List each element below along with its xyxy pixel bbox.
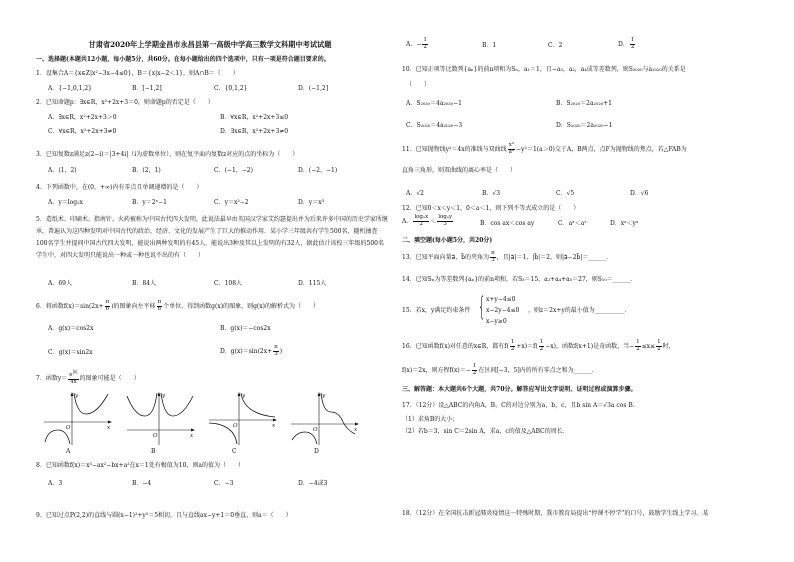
fraction-numerator: 1 xyxy=(657,339,661,345)
x-axis-arrow xyxy=(273,419,277,422)
question-3-option-d: D．(−2，−1) xyxy=(298,167,338,174)
text-run: 6．将函数f(x)＝sin(2x+ xyxy=(36,302,104,310)
x-axis-arrow xyxy=(108,421,112,424)
y-axis-label: y xyxy=(162,393,166,399)
question-7-graph-d xyxy=(289,390,361,446)
text-run: )的图象向左平移 xyxy=(111,302,156,310)
fraction-numerator: 1 xyxy=(539,339,544,345)
text-run: 11．已知抛物线y²＝4x的准线与双曲线 xyxy=(402,145,507,153)
math-fraction xyxy=(157,300,163,313)
question-11-option-a: A．√2 xyxy=(406,190,424,197)
curve-left-branch xyxy=(127,393,157,416)
question-7-label-d: D xyxy=(314,448,319,455)
question-10-option-a: A．S₂₀₂₀＝4a₂₀₂₀−1 xyxy=(406,100,462,107)
question-11-stem xyxy=(402,143,687,156)
question-4-stem: 4．下列函数中，在(0，+∞)内有零点且单调递增的是（ ） xyxy=(36,184,203,191)
fraction-numerator: π xyxy=(274,344,278,350)
question-5-stem: 5．造纸术、印刷术、指南针、火药被称为中国古代四大发明，此说法最早由英国汉学家艾约瑟提出并为后来许多中国的历史学家所继承，普遍认为这四种发明对中国古代的政治、经济、文化的发展产生了巨大的推动作用．某小学三年级共有学生500名，随机抽查100名学生并提问中国古代四大发明，能说出两种发明的有45人，能说出3种及其以上发明的有32人，据此估计该校三年级的500名学生中，对四大发明只能说出一种或一种也说不出的有（ ） xyxy=(36,216,388,259)
x-axis-label: x xyxy=(354,427,358,433)
question-3-option-b: B．(2，1) xyxy=(132,167,161,174)
curve-right-branch xyxy=(161,393,193,416)
question-2-stem: 2．已知命题p：∃x∈R，x²+2x+3＝0，则命题p的否定是（ ） xyxy=(36,99,214,106)
constraint-brace: { xyxy=(478,292,486,322)
question-6-option-d xyxy=(220,345,282,358)
question-4-option-b: B．y＝2ˣ−1 xyxy=(132,199,168,206)
question-2-option-d: D．∃x∈R，x²+2x+3≠0 xyxy=(220,128,289,135)
question-1-option-c: C．{0,1,2} xyxy=(214,85,248,92)
question-12-option-c: C．aˣ＜aʸ xyxy=(558,220,587,227)
curve-right-branch xyxy=(74,393,108,414)
question-15-suffix: ，则z＝2x+y的最小值为__________． xyxy=(528,307,631,314)
text-run: D． xyxy=(618,40,629,48)
text-run: 个单位，得到函数g(x)的图象，则g(x)的解析式为（ ） xyxy=(163,302,319,310)
numerator-exponent: |x| xyxy=(72,369,78,374)
y-axis-arrow xyxy=(158,392,161,396)
text-run: ≤x≤ xyxy=(641,342,656,350)
section-fill-heading: 二、填空题(每小题5分，共20分) xyxy=(402,237,493,244)
y-axis-arrow xyxy=(71,392,74,396)
question-7-graph-c xyxy=(207,390,279,446)
question-1-option-a: A．{−1,0,1,2} xyxy=(48,85,92,92)
fraction-denominator: 3 xyxy=(443,220,447,227)
x-axis-arrow xyxy=(355,423,359,426)
question-6-option-c: C．g(x)＝sin2x xyxy=(48,349,93,356)
question-8-option-b: B．−4 xyxy=(132,480,152,487)
y-axis-arrow xyxy=(238,392,241,396)
question-11-option-c: C．√5 xyxy=(556,190,575,197)
text-run: 的图象可能是（ ） xyxy=(79,375,140,383)
fraction-denominator: 2 xyxy=(472,369,477,376)
question-3-option-c: C．(−1，−2) xyxy=(214,167,253,174)
fraction-denominator: 6 xyxy=(157,305,162,312)
text-run: 时， xyxy=(662,342,675,350)
question-1-option-b: B．[−1,2] xyxy=(132,85,162,92)
math-fraction xyxy=(656,340,662,353)
question-5-option-c: C．108人 xyxy=(214,280,243,287)
math-fraction xyxy=(510,340,516,353)
question-8-stem: 8．已知函数f(x)＝x³−ax²−bx+a²在x＝1处有极值为10，则a的值为（ ） xyxy=(36,462,244,469)
constraint-line-1: x+y−4≤0 xyxy=(486,296,516,303)
question-7-label-a: A xyxy=(66,448,71,455)
y-axis-arrow xyxy=(318,392,321,396)
curve-left-branch xyxy=(45,430,70,444)
math-fraction xyxy=(68,369,78,385)
fraction-numerator: 1 xyxy=(472,363,477,369)
x-axis-arrow xyxy=(191,429,195,432)
fraction-numerator: π xyxy=(491,250,495,256)
constraint-line-3: x−y≥0 xyxy=(486,318,507,325)
fraction-denominator: 2 xyxy=(423,43,427,50)
x-axis-label: x xyxy=(190,433,194,439)
text-run: ，且|a⃗|＝1，|b⃗|＝2，则|a⃗−2b⃗|＝______． xyxy=(496,253,613,261)
text-run: ＜ xyxy=(430,217,437,225)
math-fraction xyxy=(539,340,545,353)
question-10-stem: 10．已知正项等比数列{aₙ}的前n项和为Sₙ，a₁＝1，且−a₃，a₂，a₄成等差数列，则S₂₀₂₀与a₂₀₂₀的关系是 xyxy=(402,66,686,73)
question-11-option-d: D．√6 xyxy=(630,190,649,197)
math-fraction xyxy=(413,215,429,228)
fraction-numerator: x² xyxy=(508,142,515,148)
text-run: +x)＝f( xyxy=(516,342,538,350)
math-fraction xyxy=(422,38,428,51)
x-axis-label: x xyxy=(107,425,111,431)
text-run: 在区间[−3，5]内的所有零点之和为______． xyxy=(478,366,598,374)
fraction-denominator: 6 xyxy=(105,305,110,312)
origin-label: O xyxy=(313,427,318,433)
question-7-graph-b xyxy=(125,390,197,446)
curve-right-branch xyxy=(321,393,355,434)
question-2-option-a: A．∃x∈R，x²+2x+3＞0 xyxy=(48,114,117,121)
y-axis-label: y xyxy=(242,393,246,399)
question-12-option-b: B．cos ax＜cos ay xyxy=(480,220,535,227)
question-2-option-b: B．∀x∈R，x²+2x+3≤0 xyxy=(220,114,289,121)
question-7-label-b: B xyxy=(151,448,156,455)
fraction-denominator: 2 xyxy=(630,43,635,50)
section-answer-heading: 三、解答题：本大题共6个大题，共70分。解答应写出文字说明、证明过程或演算步骤。 xyxy=(402,386,637,393)
question-7-graph-a xyxy=(42,390,114,446)
x-axis-label: x xyxy=(272,423,276,429)
fraction-numerator: π xyxy=(157,299,162,305)
fraction-denominator: 2 xyxy=(636,345,640,352)
question-9-stem: 9．已知过点P(2,2)的直线与圆(x−1)²+y²＝5相切，且与直线ax−y+1＝0垂直，则a＝（ ） xyxy=(36,512,292,519)
fraction-numerator: logₐy xyxy=(438,214,453,220)
question-3-stem: 3．已知复数z满足z(2−i)＝|3+4i|（i为虚数单位），则在复平面内复数z对应的点的坐标为（ ） xyxy=(36,151,299,158)
fraction-numerator: π xyxy=(105,299,110,305)
question-5-option-b: B．84人 xyxy=(132,280,157,287)
question-4-option-a: A．y＝log₂x xyxy=(48,199,83,206)
fraction-denominator: 2 xyxy=(510,345,515,352)
curve-left-branch xyxy=(292,432,317,444)
question-10-answer-bracket: （ ） xyxy=(406,81,431,88)
fraction-numerator: 1 xyxy=(636,339,640,345)
section-choice-heading: 一、选择题(本题共12小题，每小题5分，共60分。在每小题给出的四个选项中，只有一项是符合题目要求的。 xyxy=(36,56,330,63)
question-7-stem xyxy=(36,369,140,385)
question-11-option-b: B．√3 xyxy=(482,190,501,197)
text-run: −y²＝1(a＞0)交于A，B两点，点F为抛物线的焦点，若△FAB为 xyxy=(516,145,687,153)
question-3-option-a: A．(1，2) xyxy=(48,167,77,174)
text-run: f(x)＝2x，则方程f(x)＝− xyxy=(402,366,471,374)
fraction-denominator: 2 xyxy=(539,345,544,352)
fraction-numerator: 1 xyxy=(630,37,635,43)
question-10-option-d: D．S₂₀₂₀＝2a₂₀₂₀−1 xyxy=(556,122,613,129)
math-fraction xyxy=(508,143,516,156)
question-13-stem xyxy=(402,251,612,264)
text-run: 13．已知平面向量a⃗，b⃗的夹角为 xyxy=(402,253,490,261)
fraction-numerator: 1 xyxy=(510,339,515,345)
fraction-denominator: 2 xyxy=(419,220,424,227)
text-run: −x)，函数f(x+1)是奇函数，当− xyxy=(545,342,635,350)
question-8-option-d: D．−4或3 xyxy=(298,480,328,487)
fraction-denominator: 3 xyxy=(491,256,495,263)
fraction-numerator: $e^{|x|}$ xyxy=(69,369,78,378)
question-6-option-b: B．g(x)＝−cos2x xyxy=(220,325,271,332)
origin-label: O xyxy=(233,423,238,429)
origin-label: O xyxy=(66,425,71,431)
text-run: D．g(x)＝sin(2x+ xyxy=(220,347,273,355)
question-2-option-c: C．∀x∈R，x²+2x+3≠0 xyxy=(48,128,117,135)
text-run: A．− xyxy=(406,40,422,48)
question-9-option-a xyxy=(406,38,429,51)
question-4-option-d: D．y＝x³ xyxy=(298,199,324,206)
math-fraction xyxy=(635,340,641,353)
fraction-denominator: 4x xyxy=(70,378,77,385)
question-8-option-c: C．−3 xyxy=(214,480,234,487)
question-14-stem: 14．已知Sₙ为等差数列{aₙ}的前n项和，若S₃＝15，a₃+a₄+a₅＝27，则S₁₀＝______． xyxy=(402,276,637,283)
question-4-option-c: C．y＝x²−2 xyxy=(214,199,249,206)
question-12-option-d: D．xᵃ＜yᵃ xyxy=(610,220,639,227)
question-6-option-a: A．g(x)＝cos2x xyxy=(48,325,94,332)
question-7-label-c: C xyxy=(232,448,237,455)
math-fraction xyxy=(472,364,478,377)
text-run: 16．已知函数f(x)对任意的x∈R，都有f( xyxy=(402,342,509,350)
question-9-option-d xyxy=(618,38,636,51)
question-17-stem: 17．（12分）设△ABC的内角A，B，C的对边分别为a，b，c，且b sin A＝√3a cos B． xyxy=(402,402,639,409)
fraction-numerator: logₐx xyxy=(414,214,429,220)
fraction-numerator: 1 xyxy=(423,37,427,43)
question-16-stem xyxy=(402,340,675,353)
question-15-prefix: 15．若x，y满足约束条件 xyxy=(402,307,471,314)
question-9-option-c: C．2 xyxy=(548,42,563,49)
question-1-option-d: D．(−1,2] xyxy=(298,85,329,92)
question-12-option-a xyxy=(402,215,454,228)
question-6-stem xyxy=(36,300,319,313)
origin-label: O xyxy=(153,433,158,439)
math-fraction xyxy=(630,38,636,51)
question-5-option-d: D．115人 xyxy=(298,280,327,287)
text-run: 7．函数y＝ xyxy=(36,375,68,383)
constraint-line-2: x−2y−4≤0 xyxy=(486,307,520,314)
math-fraction xyxy=(273,345,279,358)
question-17-part-2: （2）若b＝3，sin C＝2sin A，求a，c的值及△ABC的周长． xyxy=(402,428,569,435)
question-18-stem: 18．（12分）在全国抗击新冠肺炎疫情这一特殊时期，我市教育局提出“停课不停学”的口号，鼓励学生线上学习。某 xyxy=(402,510,709,517)
text-run: A． xyxy=(402,217,413,225)
question-5-option-a: A．69人 xyxy=(48,280,72,287)
question-17-part-1: （1）求角B的大小； xyxy=(402,416,459,423)
fraction-denominator: a² xyxy=(508,148,515,155)
math-fraction xyxy=(490,251,496,264)
fraction-denominator: 3 xyxy=(274,350,278,357)
question-9-option-b: B．1 xyxy=(482,42,497,49)
question-16-stem-continued xyxy=(402,364,598,377)
exam-title: 甘肃省2020年上学期金昌市永昌县第一高级中学高三数学文科期中考试试题 xyxy=(88,40,332,49)
question-10-option-b: B．S₂₀₂₀＝2a₂₀₂₀+1 xyxy=(556,100,613,107)
math-fraction xyxy=(437,215,453,228)
question-12-stem: 12．已知0＜x＜y＜1，0＜a＜1，则下列不等式成立的是（ ） xyxy=(402,205,580,212)
y-axis-label: y xyxy=(75,393,79,399)
question-8-option-a: A．3 xyxy=(48,480,63,487)
y-axis-label: y xyxy=(322,393,326,399)
question-11-stem-continued: 直角三角形，则双曲线的离心率是（ ） xyxy=(402,167,517,174)
question-1-stem: 1．设集合A＝{x∈Z|x²−3x−4≤0}，B＝{x|x−2＜1}，则A∩B＝（ ） xyxy=(36,70,239,77)
fraction-denominator: 2 xyxy=(657,345,661,352)
curve-right-branch xyxy=(241,393,275,417)
text-run: ) xyxy=(279,347,283,355)
math-fraction xyxy=(105,300,111,313)
question-10-option-c: C．S₂₀₂₀＝4a₂₀₂₀−3 xyxy=(406,122,463,129)
